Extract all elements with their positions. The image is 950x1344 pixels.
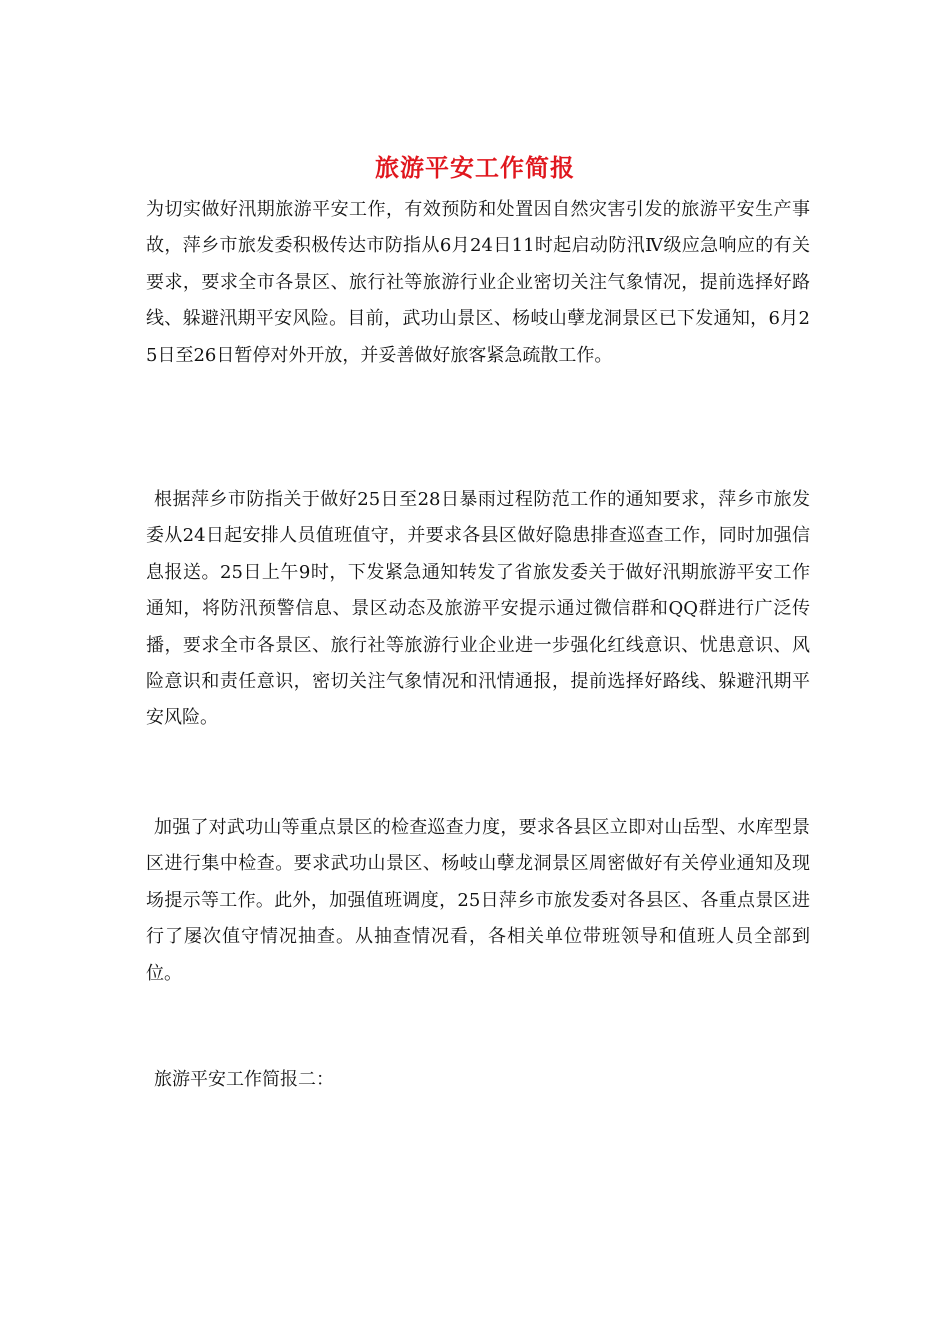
paragraph-2: 根据萍乡市防指关于做好25日至28日暴雨过程防范工作的通知要求，萍乡市旅发委从24日起安排人员值班值守，并要求各县区做好隐患排查巡查工作，同时加强信息报送。25日上午9时，下发紧急通知转发了省旅发委关于做好汛期旅游平安工作通知，将防汛预警信息、景区动态及旅游平安提示通过微信群和QQ群进行广泛传播，要求全市各景区、旅行社等旅游行业企业进一步强化红线意识、忧患意识、风险意识和责任意识，密切关注气象情况和汛情通报，提前选择好路线、躲避汛期平安风险。 xyxy=(146,489,810,729)
document-title: 旅游平安工作简报 xyxy=(375,153,575,182)
section-heading-2: 旅游平安工作简报二： xyxy=(154,1069,334,1090)
paragraph-3: 加强了对武功山等重点景区的检查巡查力度，要求各县区立即对山岳型、水库型景区进行集中检查。要求武功山景区、杨岐山孽龙洞景区周密做好有关停业通知及现场提示等工作。此外，加强值班调度，25日萍乡市旅发委对各县区、各重点景区进行了屡次值守情况抽查。从抽查情况看，各相关单位带班领导和值班人员全部到位。 xyxy=(146,817,810,984)
paragraph-1: 为切实做好汛期旅游平安工作，有效预防和处置因自然灾害引发的旅游平安生产事故，萍乡市旅发委积极传达市防指从6月24日11时起启动防汛Ⅳ级应急响应的有关要求，要求全市各景区、旅行社等旅游行业企业密切关注气象情况，提前选择好路线、躲避汛期平安风险。目前，武功山景区、杨岐山孽龙洞景区已下发通知，6月25日至26日暂停对外开放，并妥善做好旅客紧急疏散工作。 xyxy=(146,199,810,366)
